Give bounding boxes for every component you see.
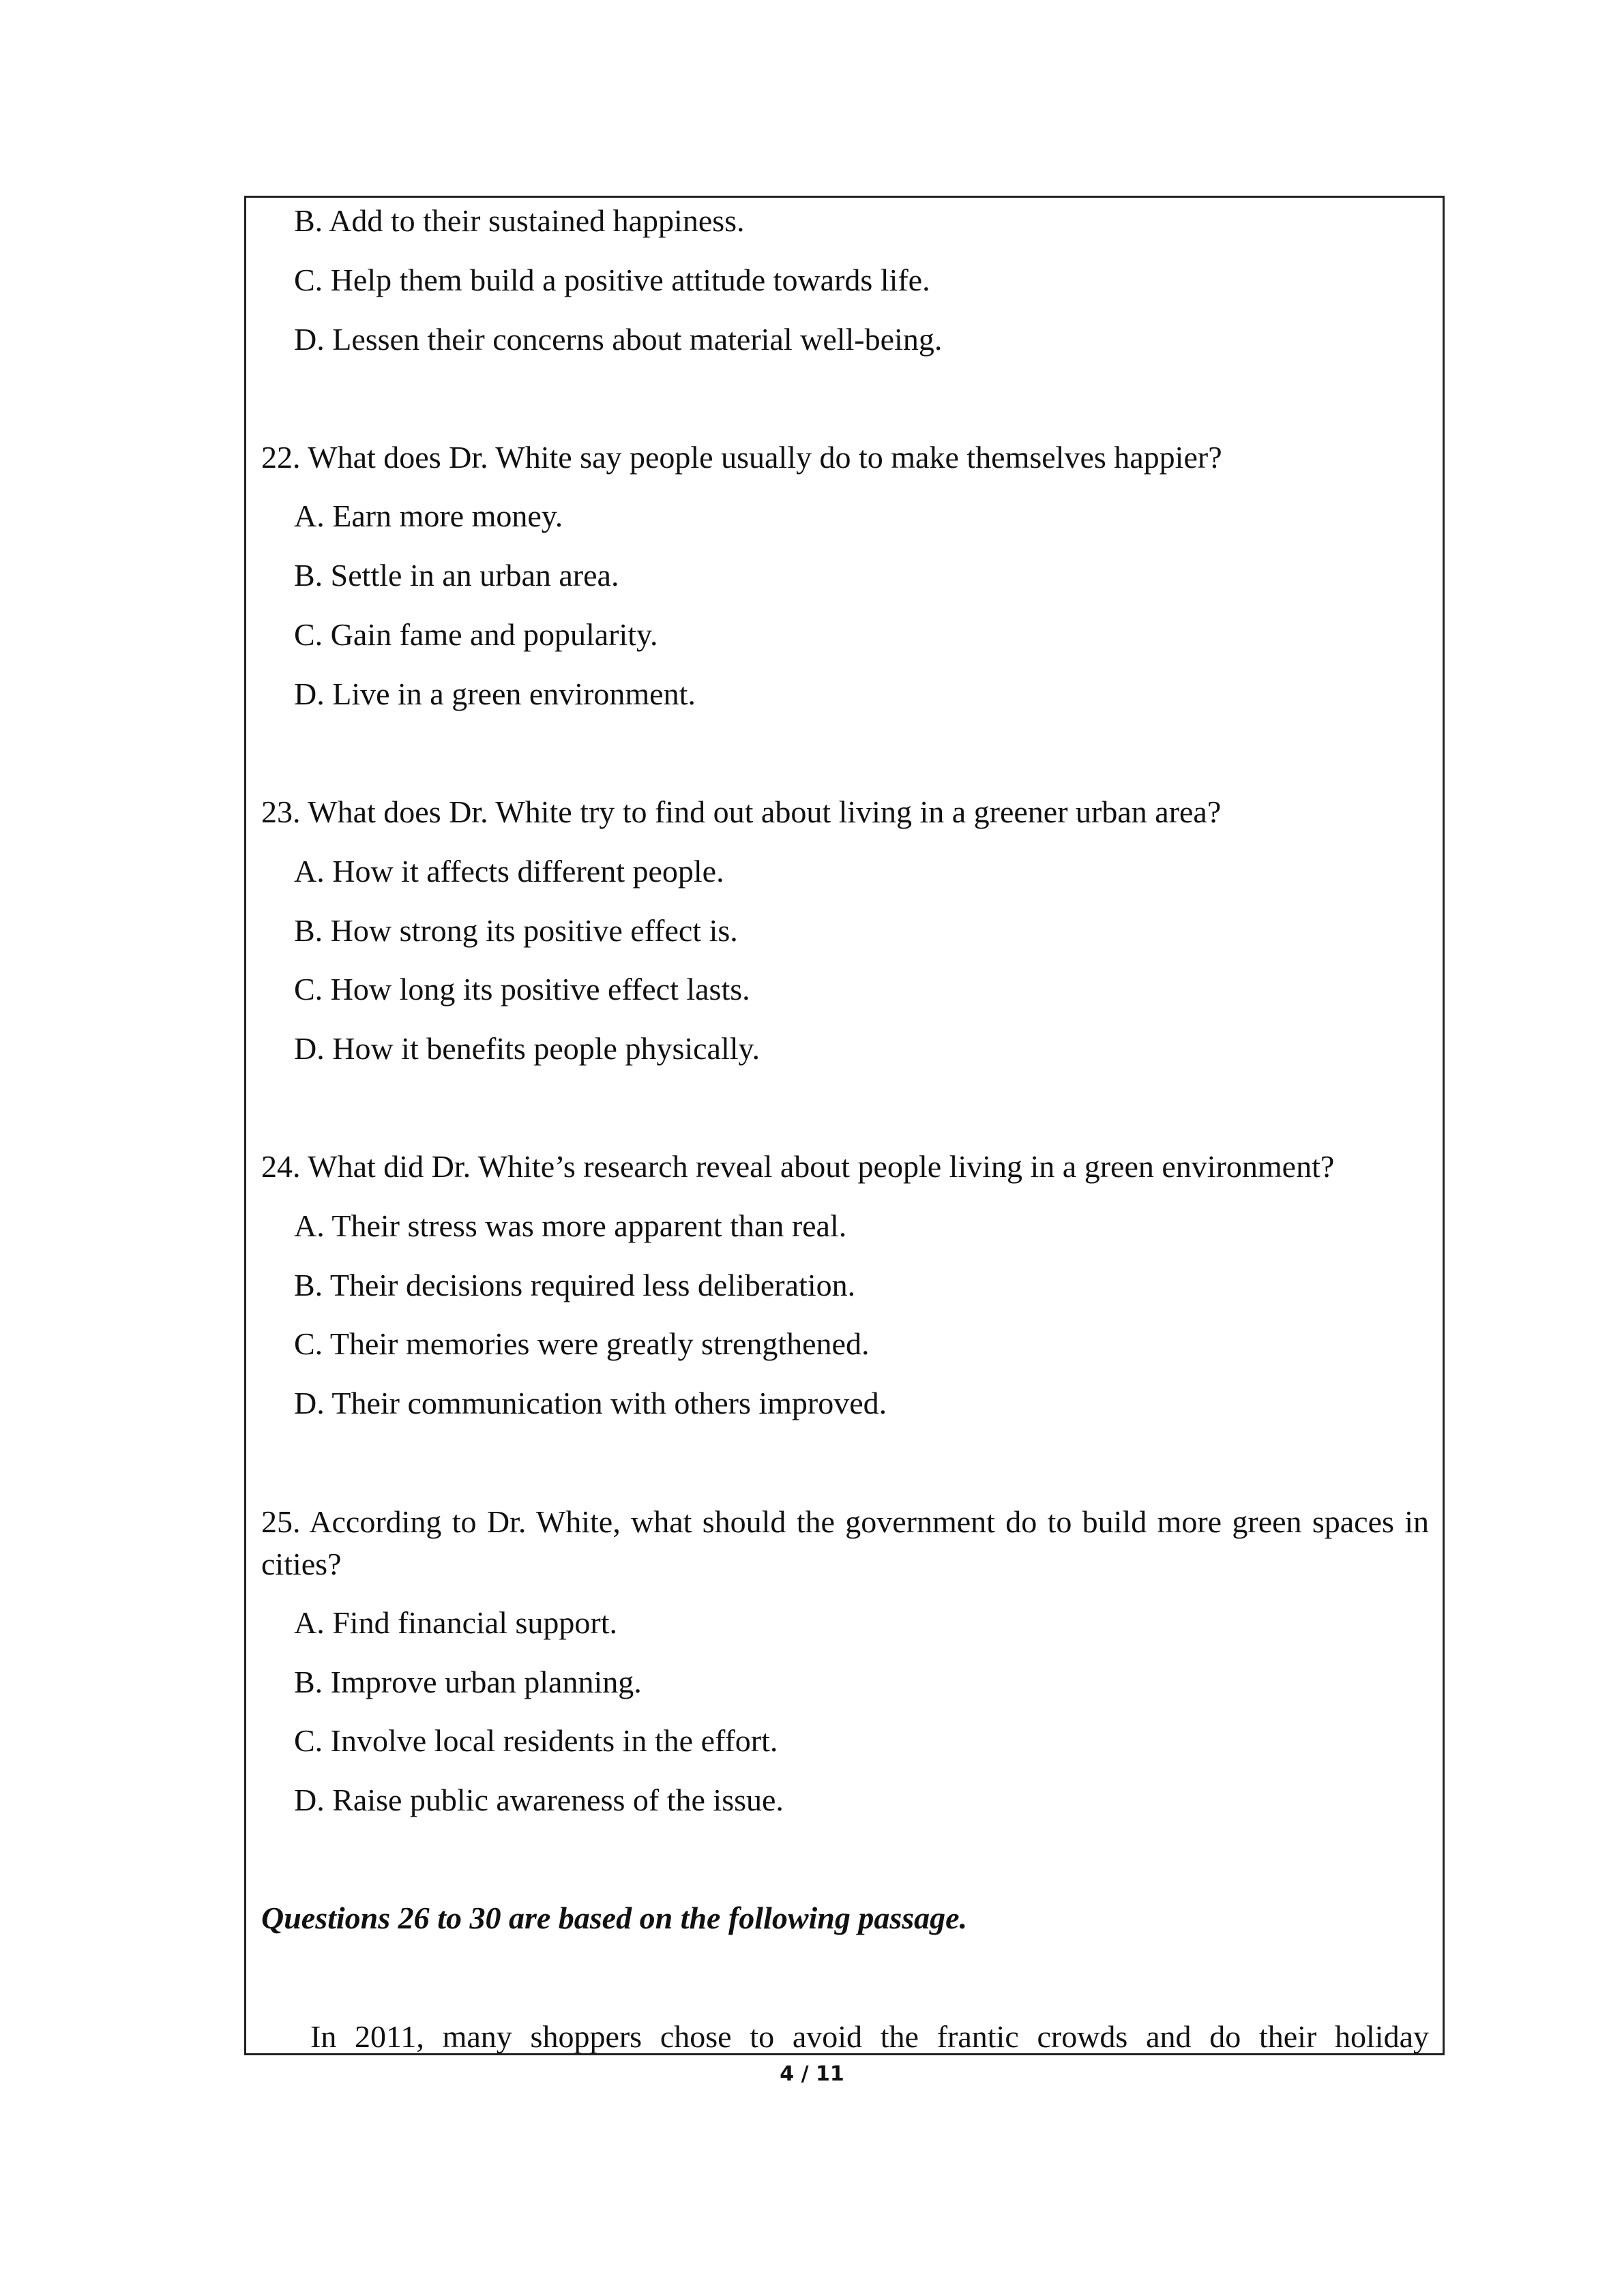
- q23-option-a: A. How it affects different people.: [294, 854, 724, 889]
- q24-option-c: C. Their memories were greatly strengthened.: [294, 1326, 870, 1361]
- q25-option-b: B. Improve urban planning.: [294, 1665, 642, 1699]
- passage-first-line: In 2011, many shoppers chose to avoid the frantic crowds and do their holiday: [310, 2019, 1429, 2054]
- q24-question: 24. What did Dr. White’s research reveal about people living in a green environment?: [261, 1149, 1335, 1184]
- q25-option-a: A. Find financial support.: [294, 1605, 617, 1640]
- q22-question: 22. What does Dr. White say people usually do to make themselves happier?: [261, 440, 1222, 475]
- q21-option-b: B. Add to their sustained happiness.: [294, 203, 745, 238]
- q23-option-d: D. How it benefits people physically.: [294, 1031, 761, 1066]
- q23-option-c: C. How long its positive effect lasts.: [294, 972, 750, 1007]
- q22-option-d: D. Live in a green environment.: [294, 676, 696, 711]
- q23-question: 23. What does Dr. White try to find out about living in a greener urban area?: [261, 794, 1222, 829]
- q23-option-b: B. How strong its positive effect is.: [294, 913, 738, 948]
- q24-option-d: D. Their communication with others improved.: [294, 1386, 887, 1420]
- page-number: 4 / 11: [780, 2062, 844, 2086]
- q25-option-d: D. Raise public awareness of the issue.: [294, 1783, 784, 1817]
- q21-option-c: C. Help them build a positive attitude towards life.: [294, 263, 930, 297]
- q24-option-b: B. Their decisions required less deliberation.: [294, 1268, 856, 1302]
- q25-option-c: C. Involve local residents in the effort.: [294, 1723, 778, 1758]
- q21-option-d: D. Lessen their concerns about material well-being.: [294, 322, 943, 357]
- section-heading: Questions 26 to 30 are based on the following passage.: [261, 1900, 968, 1935]
- q22-option-b: B. Settle in an urban area.: [294, 558, 619, 593]
- q22-option-c: C. Gain fame and popularity.: [294, 617, 658, 652]
- q22-option-a: A. Earn more money.: [294, 498, 563, 533]
- exam-content-box: [244, 196, 1445, 2055]
- q25-question: 25. According to Dr. White, what should the government do to build more green spaces in cities?: [261, 1504, 1429, 1581]
- q24-option-a: A. Their stress was more apparent than real.: [294, 1208, 847, 1243]
